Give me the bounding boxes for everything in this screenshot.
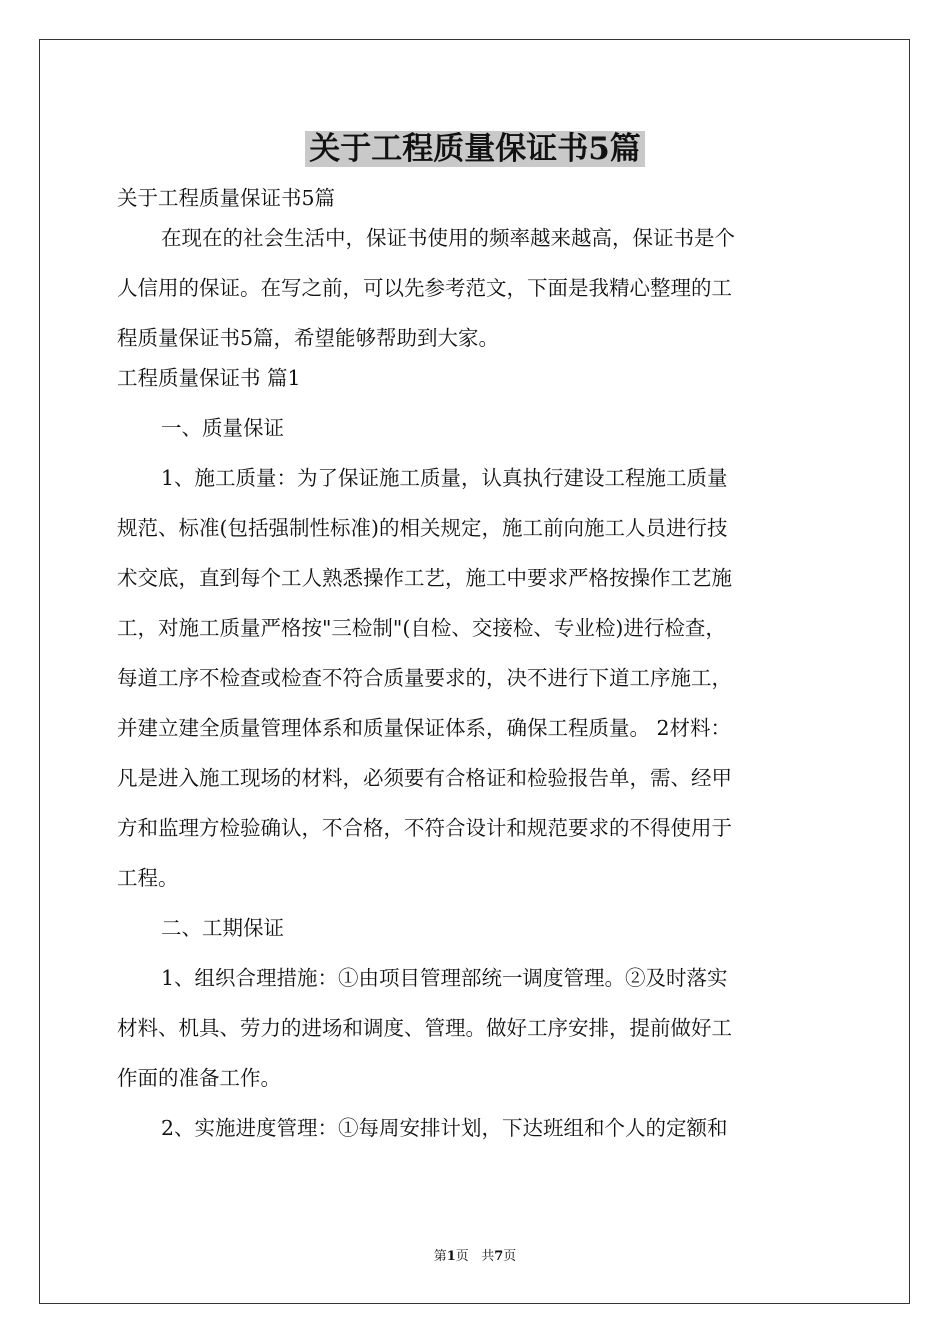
current-page-number: 1 <box>446 1249 456 1264</box>
paragraph-line: 规范、标准(包括强制性标准)的相关规定，施工前向施工人员进行技 <box>117 516 728 540</box>
subtitle-line: 关于工程质量保证书5篇 <box>117 186 336 210</box>
page-label-prefix: 第 <box>433 1249 447 1264</box>
section-heading-1: 工程质量保证书 篇1 <box>117 366 301 390</box>
total-label-suffix: 页 <box>503 1249 517 1264</box>
paragraph-line: 工程。 <box>117 866 179 890</box>
paragraph-line: 方和监理方检验确认，不合格，不符合设计和规范要求的不得使用于 <box>117 816 732 840</box>
paragraph-line: 术交底，直到每个工人熟悉操作工艺，施工中要求严格按操作工艺施 <box>117 566 732 590</box>
paragraph-line: 并建立建全质量管理体系和质量保证体系，确保工程质量。 2材料： <box>117 716 732 740</box>
paragraph-line: 工，对施工质量严格按"三检制"(自检、交接检、专业检)进行检查， <box>117 616 726 640</box>
total-label-prefix: 共 <box>481 1249 495 1264</box>
page-label-suffix: 页 <box>455 1249 469 1264</box>
total-page-number: 7 <box>494 1249 504 1264</box>
page-footer <box>0 1247 950 1267</box>
paragraph-line: 1、施工质量：为了保证施工质量，认真执行建设工程施工质量 <box>161 466 728 490</box>
paragraph-line: 凡是进入施工现场的材料，必须要有合格证和检验报告单，需、经甲 <box>117 766 732 790</box>
document-title <box>0 126 950 172</box>
paragraph-line: 作面的准备工作。 <box>117 1066 281 1090</box>
paragraph-line: 材料、机具、劳力的进场和调度、管理。做好工序安排，提前做好工 <box>117 1016 732 1040</box>
intro-line-2: 人信用的保证。在写之前，可以先参考范文，下面是我精心整理的工 <box>117 276 732 300</box>
paragraph-line: 1、组织合理措施：①由项目管理部统一调度管理。②及时落实 <box>161 966 728 990</box>
intro-line-3: 程质量保证书5篇，希望能够帮助到大家。 <box>117 326 500 350</box>
subheading-schedule: 二、工期保证 <box>161 916 284 940</box>
paragraph-line: 每道工序不检查或检查不符合质量要求的，决不进行下道工序施工， <box>117 666 732 690</box>
document-title-text: 关于工程质量保证书5篇 <box>305 131 645 167</box>
intro-line-1: 在现在的社会生活中，保证书使用的频率越来越高，保证书是个 <box>161 226 735 250</box>
paragraph-line: 2、实施进度管理：①每周安排计划，下达班组和个人的定额和 <box>161 1116 728 1140</box>
subheading-quality: 一、质量保证 <box>161 416 284 440</box>
document-body <box>117 178 837 1148</box>
